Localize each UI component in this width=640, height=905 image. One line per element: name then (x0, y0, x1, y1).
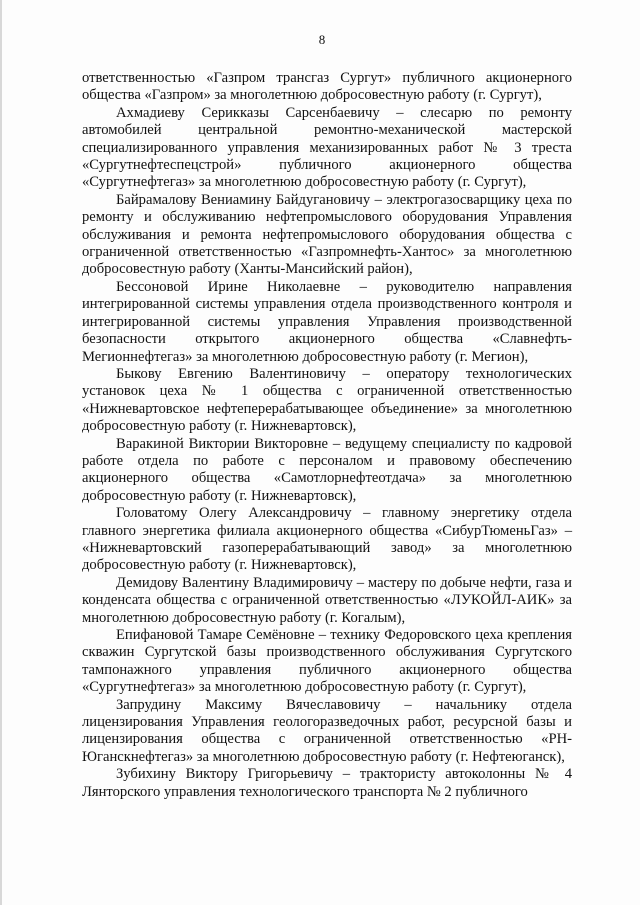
paragraph-bessonova: Бессоновой Ирине Николаевне – руководителю направления интегрированной системы управления отдела производственного контроля и интегрированной системы управления Управления производственной безопасности открытого акционерного общества «Славнефть-Мегионнефтегаз» за многолетнюю добросовестную работу (г. Мегион), (82, 278, 572, 365)
paragraph-demidov: Демидову Валентину Владимировичу – мастеру по добыче нефти, газа и конденсата общества с ограниченной ответственностью «ЛУКОЙЛ-АИК» за многолетнюю добросовестную работу (г. Когалым), (82, 574, 572, 626)
paragraph-epifanova: Епифановой Тамаре Семёновне – технику Федоровского цеха крепления скважин Сургутской базы производственного обслуживания Сургутского тампонажного управления публичного акционерного общества «Сургутнефтегаз» за многолетнюю добросовестную работу (г. Сургут), (82, 627, 572, 696)
paragraph-zaprudin: Запрудину Максиму Вячеславовичу – начальнику отдела лицензирования Управления геологоразведочных работ, ресурсной базы и лицензирования общества с ограниченной ответственностью «РН-Юганскнефтегаз» за многолетнюю добросовестную работу (г. Нефтеюганск), (82, 696, 572, 765)
page-number: 8 (318, 32, 326, 47)
paragraph-akhmadiev: Ахмадиеву Серикказы Сарсенбаевичу – слесарю по ремонту автомобилей центральной ремонтно-механической мастерской специализированного управления механизированных работ № 3 треста «Сургутнефтеспецстрой» публичного акционерного общества «Сургутнефтегаз» за многолетнюю добросовестную работу (г. Сургут), (82, 104, 572, 191)
paragraph-bayramalov: Байрамалову Вениамину Байдугановичу – электрогазосварщику цеха по ремонту и обслуживанию нефтепромыслового оборудования Управления обслуживания и ремонта нефтепромыслового оборудования общества с ограниченной ответственностью «Газпромнефть-Хантос» за многолетнюю добросовестную работу (Ханты-Мансийский район), (82, 191, 572, 278)
paragraph-golovaty: Головатому Олегу Александровичу – главному энергетику отдела главного энергетика филиала акционерного общества «СибурТюменьГаз» – «Нижневартовский газоперерабатывающий завод» за многолетнюю добросовестную работу (г. Нижневартовск), (82, 505, 572, 574)
paragraph-varakina: Варакиной Виктории Викторовне – ведущему специалисту по кадровой работе отдела по работе с персоналом и правовому обеспечению акционерного общества «Самотлорнефтеотдача» за многолетнюю добросовестную работу (г. Нижневартовск), (82, 435, 572, 504)
document-body (82, 70, 572, 801)
paragraph-zubikhin: Зубихину Виктору Григорьевичу – трактористу автоколонны № 4 Лянторского управления технологического транспорта № 2 публичного (82, 766, 572, 800)
paragraph-bykov: Быкову Евгению Валентиновичу – оператору технологических установок цеха № 1 общества с ограниченной ответственностью «Нижневартовское нефтеперерабатывающее объединение» за многолетнюю добросовестную работу (г. Нижневартовск), (82, 365, 572, 435)
paragraph-continuation: ответственностью «Газпром трансгаз Сургут» публичного акционерного общества «Газпром» за многолетнюю добросовестную работу (г. Сургут), (82, 70, 572, 104)
